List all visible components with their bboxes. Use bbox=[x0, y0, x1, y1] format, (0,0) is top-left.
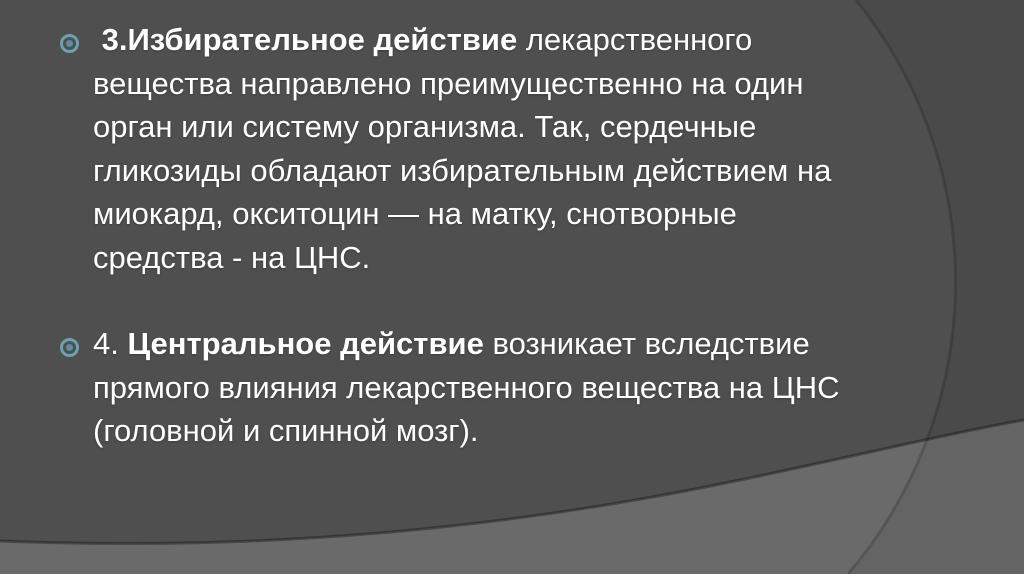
bullet-dot bbox=[66, 40, 73, 47]
text-segment: орган или систему организма. Так, сердечные bbox=[93, 109, 757, 144]
bullet-text-block bbox=[93, 18, 1006, 279]
circle-dot-bullet-icon bbox=[60, 34, 79, 53]
text-segment: миокард, окситоцин — на матку, снотворные bbox=[93, 196, 737, 231]
text-segment: (головной и спинной мозг). bbox=[93, 413, 479, 448]
text-segment: возникает вследствие bbox=[483, 326, 810, 361]
bullet-text-block bbox=[93, 322, 1006, 453]
text-line bbox=[93, 149, 1006, 193]
text-line bbox=[93, 62, 1006, 106]
text-line bbox=[93, 322, 1006, 366]
text-segment: прямого влияния лекарственного вещества на ЦНС bbox=[93, 369, 840, 405]
text-line bbox=[93, 366, 1006, 410]
text-line bbox=[93, 409, 1006, 453]
bold-text-segment: 3.Избирательное действие bbox=[93, 22, 518, 57]
text-line bbox=[93, 192, 1006, 236]
circle-dot-bullet-icon bbox=[60, 338, 79, 357]
text-line bbox=[93, 18, 1006, 62]
text-line bbox=[93, 105, 1006, 149]
text-segment: вещества направлено преимущественно на один bbox=[93, 65, 804, 101]
bullet-item bbox=[60, 18, 1006, 279]
text-line bbox=[93, 236, 1006, 280]
bullet-dot bbox=[66, 344, 73, 351]
bullet-item bbox=[60, 322, 1006, 453]
text-segment: средства - на ЦНС. bbox=[93, 239, 371, 275]
text-segment: лекарственного bbox=[517, 22, 753, 57]
text-segment: гликозиды обладают избирательным действием на bbox=[93, 152, 832, 188]
text-segment: 4. bbox=[93, 326, 128, 361]
bold-text-segment: Центральное действие bbox=[127, 326, 484, 361]
